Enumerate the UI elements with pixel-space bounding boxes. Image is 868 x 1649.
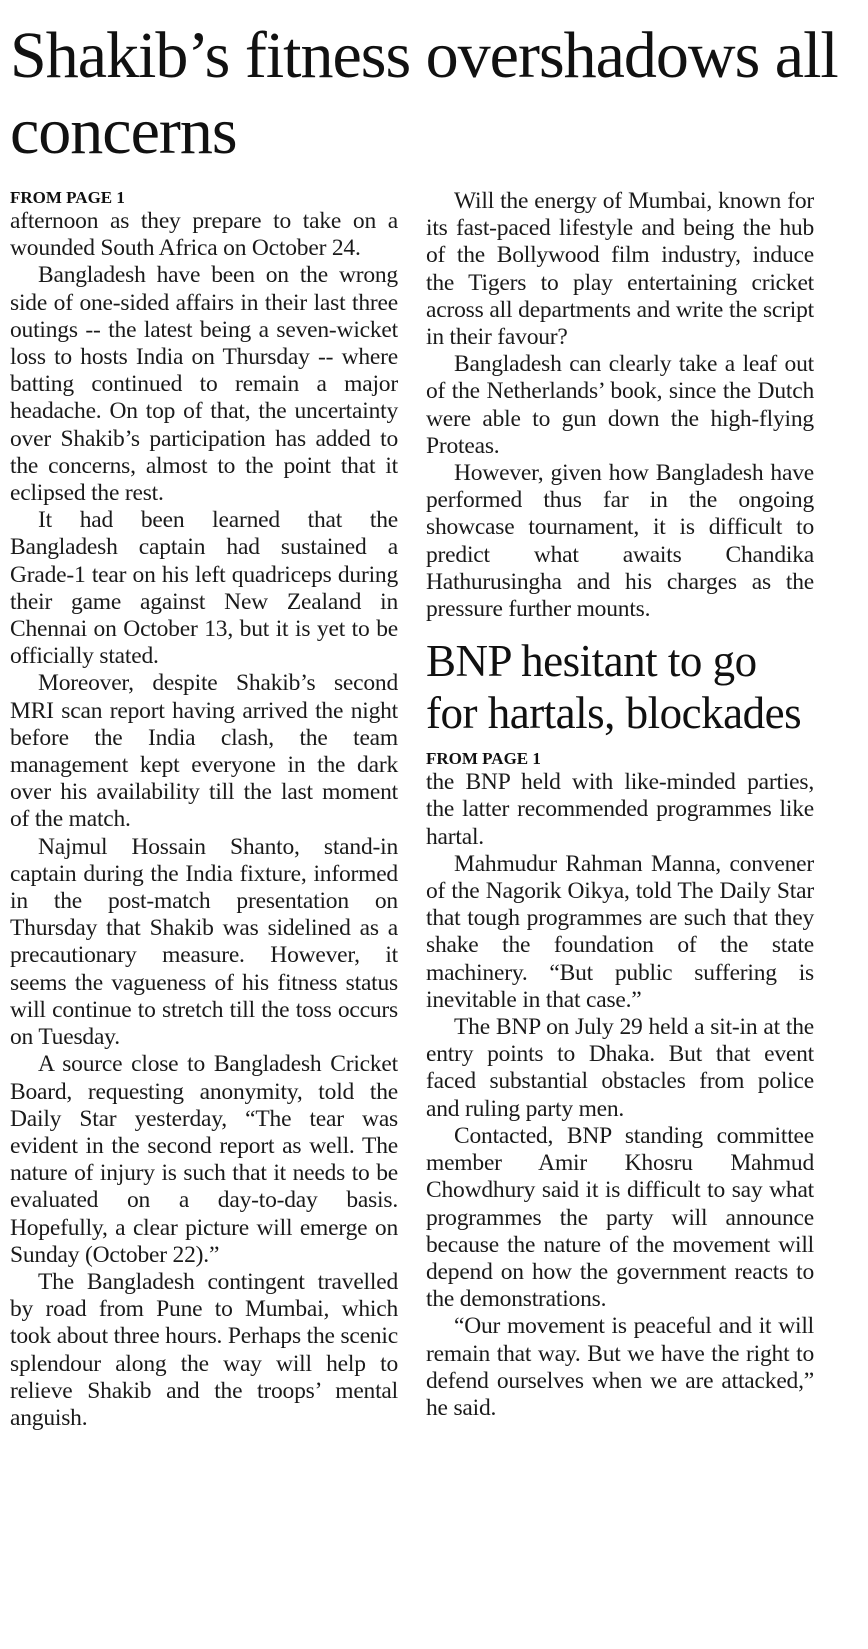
article1-paragraph: Bangladesh can clearly take a leaf out of the Netherlands’ book, since the Dutch were able to gun down the high-flying Proteas. [426, 351, 814, 459]
article1-left-column [10, 188, 398, 1432]
article1-paragraph: It had been learned that the Bangladesh captain had sustained a Grade-1 tear on his left quadriceps during their game against New Zealand in Chennai on October 13, but it is yet to be officially stated. [10, 507, 398, 670]
article2-paragraph: “Our movement is peaceful and it will remain that way. But we have the right to defend ourselves when we are attacked,” he said. [426, 1313, 814, 1421]
article2-headline: BNP hesitant to go for hartals, blockades [426, 636, 802, 739]
article1-kicker: FROM PAGE 1 [10, 188, 125, 207]
right-column [426, 188, 814, 1422]
article2-paragraph: Contacted, BNP standing committee member Amir Khosru Mahmud Chowdhury said it is difficult to say what programmes the party will announce because the nature of the movement will depend on how the government reacts to the demonstrations. [426, 1122, 814, 1313]
article1-paragraph: Najmul Hossain Shanto, stand-in captain during the India fixture, informed in the post-match presentation on Thursday that Shakib was sidelined as a precautionary measure. However, it seems the vagueness of his fitness status will continue to stretch till the toss occurs on Tuesday. [10, 833, 398, 1051]
article2-kicker: FROM PAGE 1 [426, 749, 541, 769]
article1-paragraph: Will the energy of Mumbai, known for its fast-paced lifestyle and being the hub of the Bollywood film industry, induce the Tigers to play entertaining cricket across all departments and write the script in their favour? [426, 188, 814, 351]
article2-paragraph: The BNP on July 29 held a sit-in at the entry points to Dhaka. But that event faced substantial obstacles from police and ruling party men. [426, 1014, 814, 1122]
article1-paragraph: However, given how Bangladesh have performed thus far in the ongoing showcase tournament, it is difficult to predict what awaits Chandika Hathurusingha and his charges as the pressure further mounts. [426, 460, 814, 623]
article1-paragraph: A source close to Bangladesh Cricket Board, requesting anonymity, told the Daily Star yesterday, “The tear was evident in the second report as well. The nature of injury is such that it needs to be evaluated on a day-to-day basis. Hopefully, a clear picture will emerge on Sunday (October 22).” [10, 1051, 398, 1268]
article1-paragraph: Moreover, despite Shakib’s second MRI scan report having arrived the night before the India clash, the team management kept everyone in the dark over his availability till the last moment of the match. [10, 670, 398, 833]
article1-paragraph: afternoon as they prepare to take on a wounded South Africa on October 24. [10, 208, 398, 262]
article1-headline: Shakib’s fitness overshadows all concerns [10, 19, 838, 168]
article1-paragraph: Bangladesh have been on the wrong side of one-sided affairs in their last three outings -- the latest being a seven-wicket loss to hosts India on Thursday -- where batting continued to remain a major headache. On top of that, the uncertainty over Shakib’s participation has added to the concerns, almost to the point that it eclipsed the rest. [10, 262, 398, 507]
article2-paragraph: the BNP held with like-minded parties, the latter recommended programmes like hartal. [426, 769, 814, 850]
newspaper-page [10, 0, 858, 1649]
article1-paragraph: The Bangladesh contingent travelled by road from Pune to Mumbai, which took about three hours. Perhaps the scenic splendour along the way will help to relieve Shakib and the troops’ mental anguish. [10, 1268, 398, 1431]
article2-paragraph: Mahmudur Rahman Manna, convener of the Nagorik Oikya, told The Daily Star that tough programmes are such that they shake the foundation of the state machinery. “But public suffering is inevitable in that case.” [426, 850, 814, 1013]
